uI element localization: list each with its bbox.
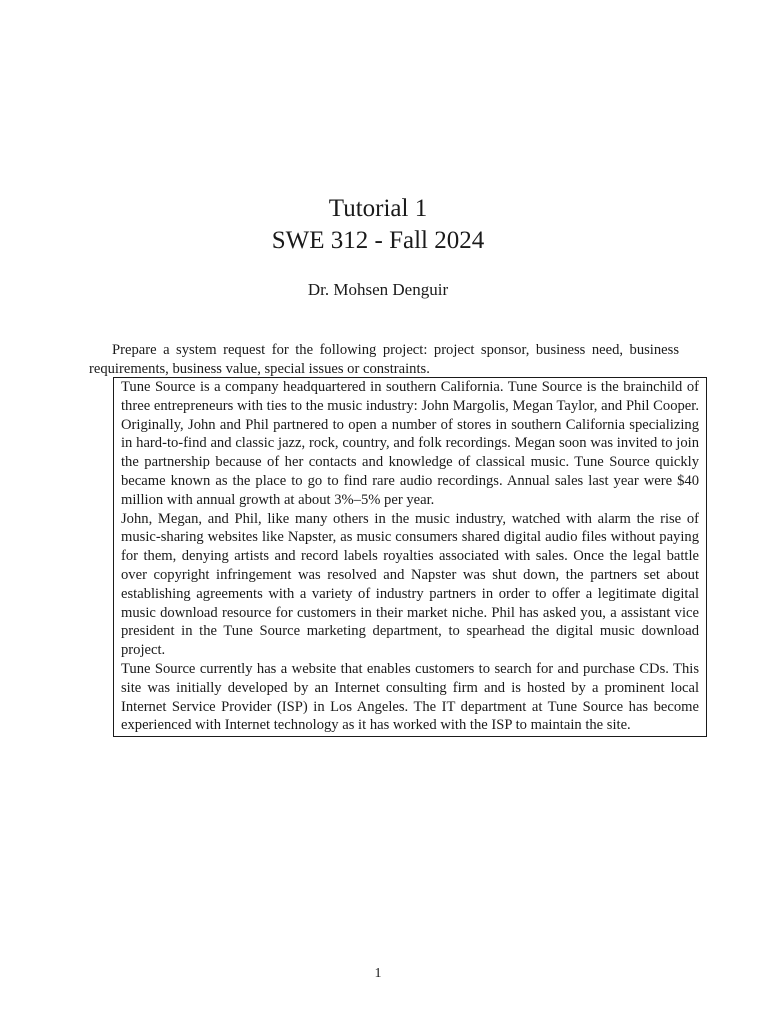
title-block — [0, 193, 756, 257]
page-number: 1 — [374, 966, 382, 981]
author-name: Dr. Mohsen Denguir — [307, 280, 449, 299]
course-title: SWE 312 - Fall 2024 — [271, 227, 485, 254]
document-title: Tutorial 1 — [328, 195, 428, 222]
case-paragraph-background: Tune Source is a company headquartered in southern California. Tune Source is the brainchild of three entrepreneurs with ties to the music industry: John Margolis, Megan Taylor, and Phil Cooper. Originally, John and Phil partnered to open a number of stores in southern California specializing in hard-to-find and classic jazz, rock, country, and folk recordings. Megan soon was invited to join the partnership because of her contacts and knowledge of classical music. Tune Source quickly became known as the place to go to find rare audio recordings. Annual sales last year were $40 million with annual growth at about 3%–5% per year. — [121, 379, 699, 508]
case-paragraph-website: Tune Source currently has a website that enables customers to search for and purchase CDs. This site was initially developed by an Internet consulting firm and is hosted by a prominent local Internet Service Provider (ISP) in Los Angeles. The IT department at Tune Source has become experienced with Internet technology as it has worked with the ISP to maintain the site. — [121, 660, 699, 734]
assignment-prompt: Prepare a system request for the following project: project sponsor, business need, business requirements, business value, special issues or constraints. — [89, 342, 679, 377]
case-paragraph-project: John, Megan, and Phil, like many others in the music industry, watched with alarm the rise of music-sharing websites like Napster, as music consumers shared digital audio files without paying for them, denying artists and record labels royalties associated with sales. Once the legal battle over copyright infringement was resolved and Napster was shut down, the partners set about establishing agreements with a variety of industry partners in order to offer a legitimate digital music download resource for customers in their market niche. Phil has asked you, a assistant vice president in the Tune Source marketing department, to spearhead the digital music download project. — [121, 510, 699, 659]
case-study-box — [113, 377, 707, 737]
